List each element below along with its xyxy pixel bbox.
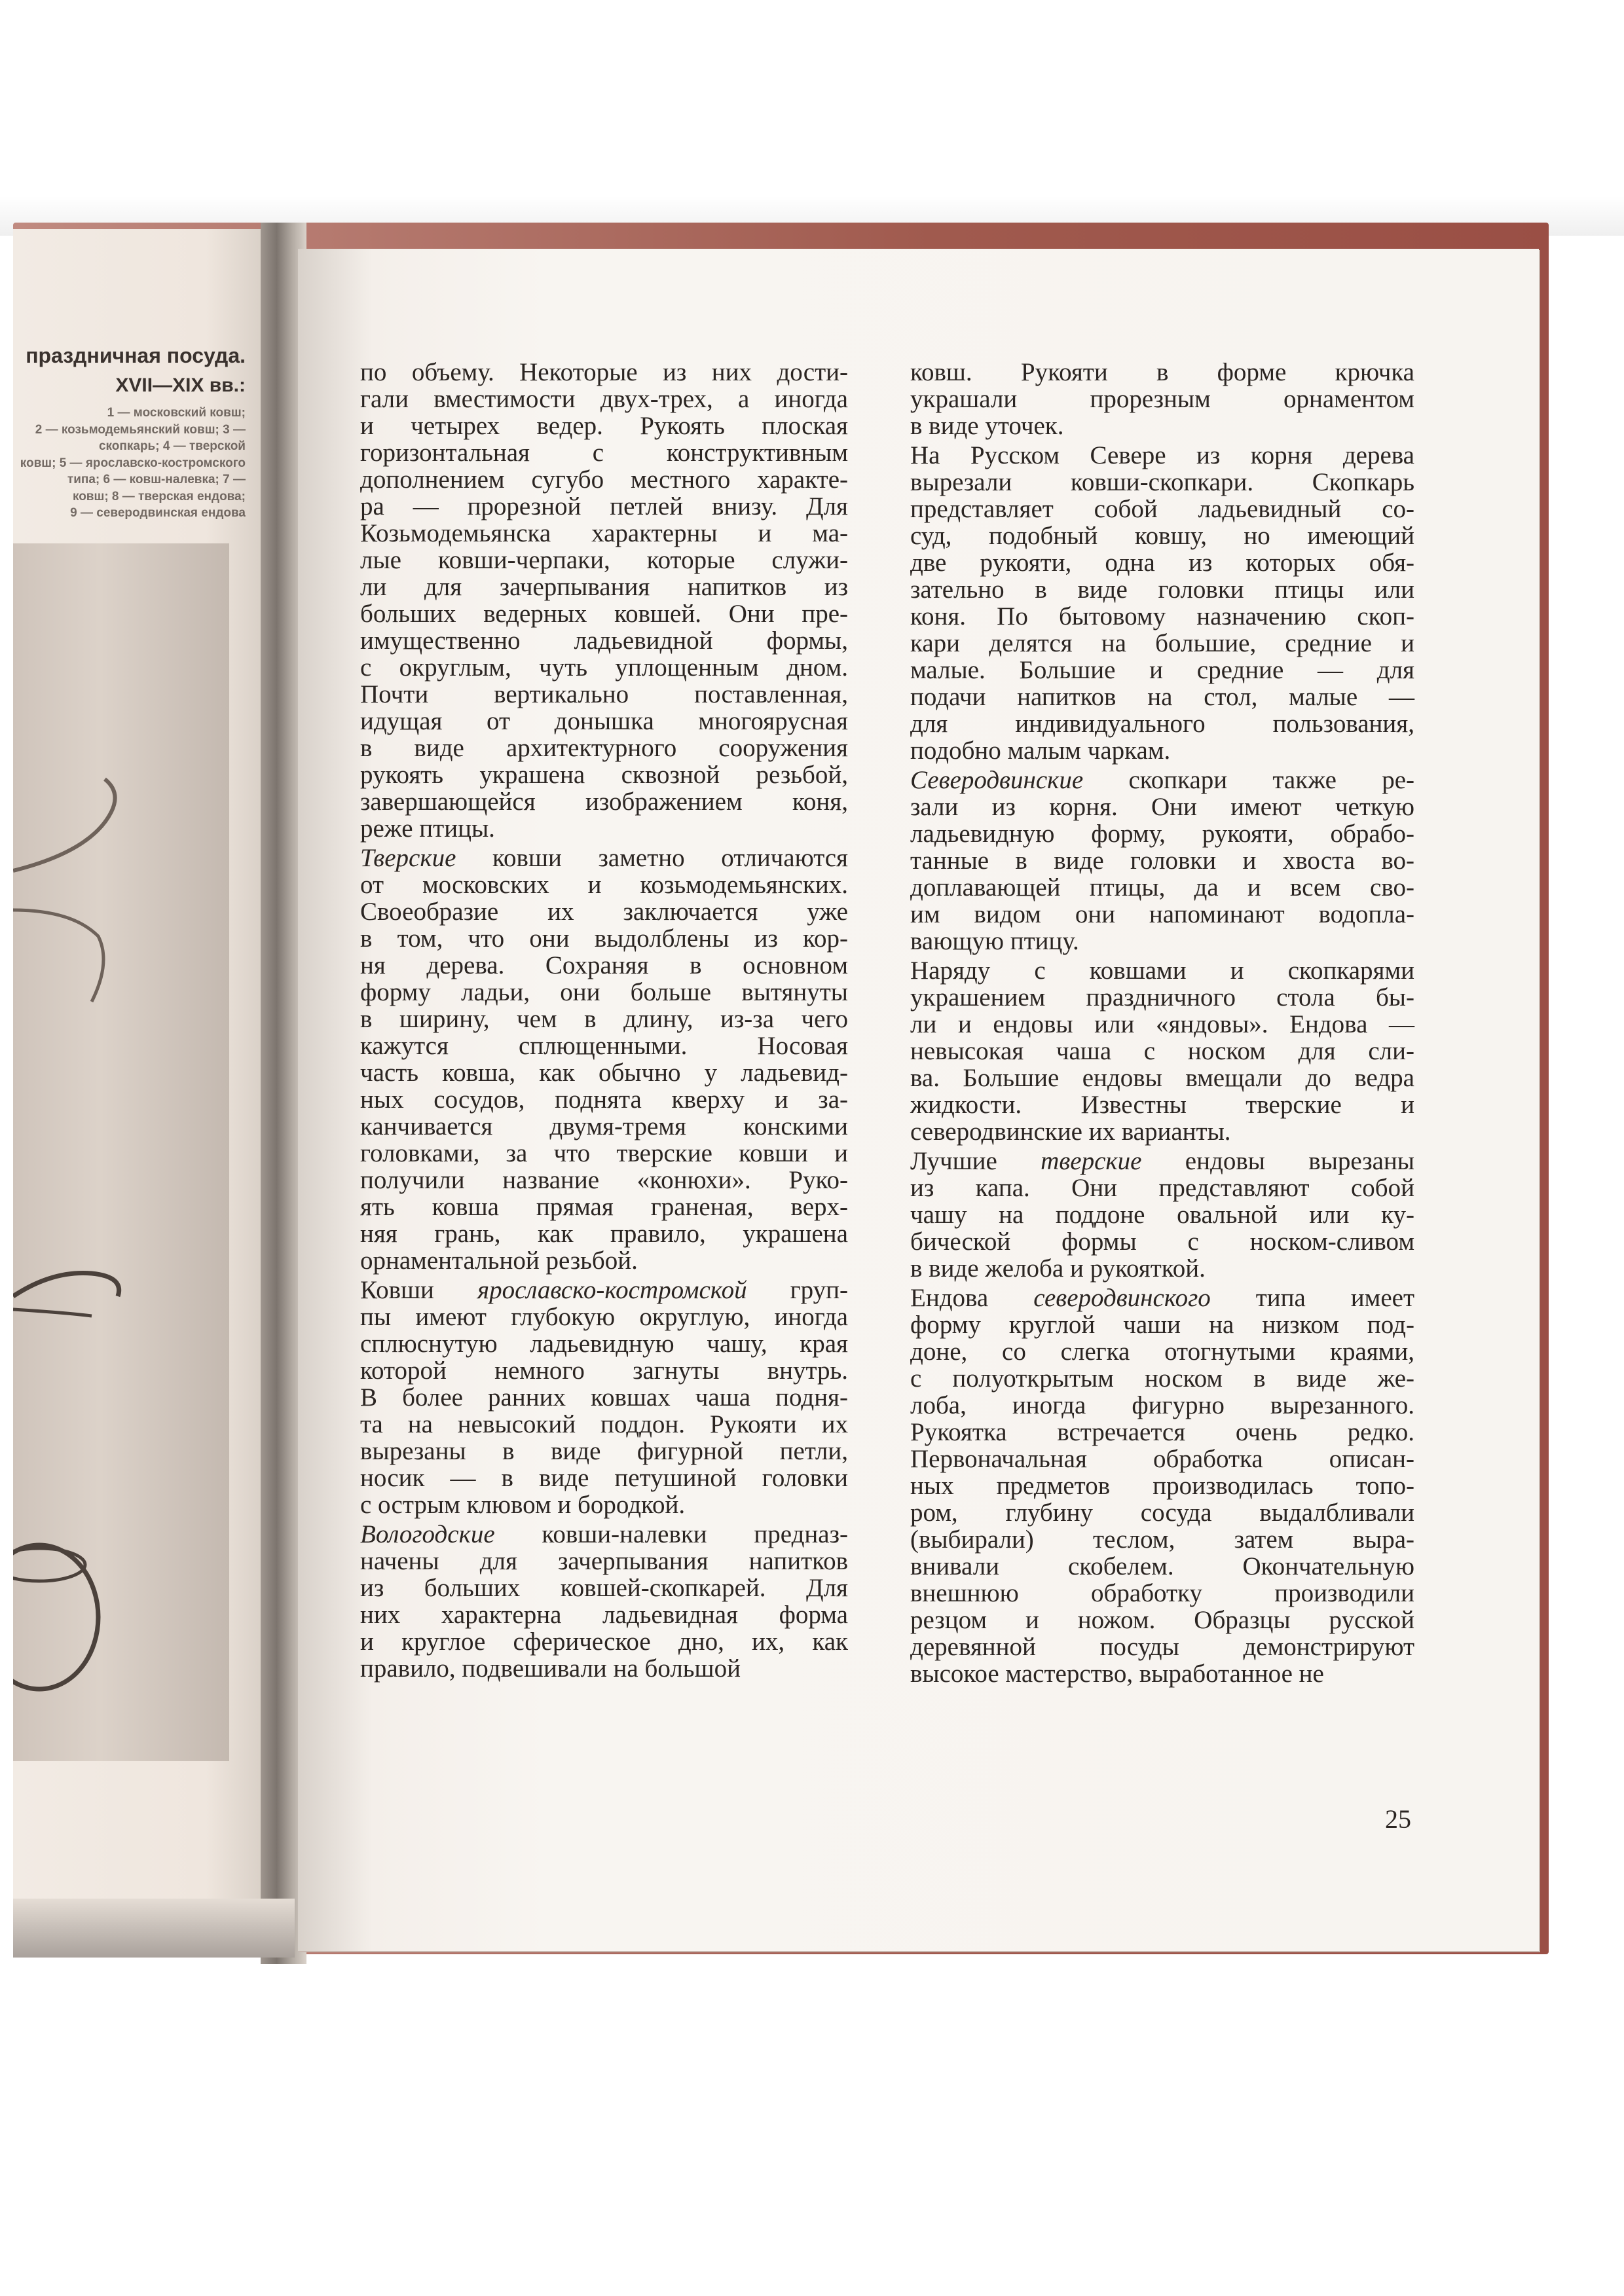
text-line: зательно в виде головки птицы или — [910, 575, 1414, 604]
text-line: малые. Большие и средние — для — [910, 656, 1414, 684]
text-line: в ширину, чем в длину, из-за чего — [360, 1005, 848, 1033]
text-line: из больших ковшей-скопкарей. Для — [360, 1574, 848, 1602]
text-line: няя грань, как правило, украшена — [360, 1220, 848, 1248]
caption-title: праздничная посуда. — [26, 344, 246, 367]
text-line: больших ведерных ковшей. Они пре- — [360, 600, 848, 628]
text-line: для индивидуального пользования, — [910, 710, 1414, 738]
text-line: в виде архитектурного сооружения — [360, 734, 848, 762]
text-line: канчивается двумя-тремя конскими — [360, 1112, 848, 1140]
text-line: На Русском Севере из корня дерева — [910, 441, 1414, 469]
caption-line: 2 — козьмодемьянский ковш; 3 — — [35, 422, 246, 437]
text-line: Своеобразие их заключается уже — [360, 898, 848, 926]
italic-term: тверские — [1041, 1147, 1142, 1175]
paragraph — [910, 957, 1414, 1145]
text-line: завершающейся изображением коня, — [360, 788, 848, 816]
text-line: с округлым, чуть уплощенным дном. — [360, 653, 848, 682]
paragraph — [910, 1285, 1414, 1687]
italic-term: северодвинского — [1033, 1284, 1211, 1312]
paragraph-lead: Ковши — [360, 1276, 477, 1304]
text-line: от московских и козьмодемьянских. — [360, 871, 848, 899]
text-line: имущественно ладьевидной формы, — [360, 627, 848, 655]
italic-term: Вологодские — [360, 1520, 495, 1548]
text-line: Наряду с ковшами и скопкарями — [910, 957, 1414, 985]
text-line: с острым клювом и бородкой. — [360, 1491, 686, 1519]
text-line: две рукояти, одна из которых обя- — [910, 549, 1414, 577]
text-line: сплюснутую ладьевидную чашу, края — [360, 1330, 848, 1358]
text-line: В более ранних ковшах чаша подня- — [360, 1383, 848, 1412]
text-line — [910, 1285, 1414, 1311]
text-line: подобно малым чаркам. — [910, 737, 1171, 765]
vessel-illustration — [13, 543, 229, 1761]
text-line: внивали скобелем. Окончательную — [910, 1552, 1414, 1580]
text-line: идущая от донышка многоярусная — [360, 707, 848, 735]
text-fragment: груп- — [747, 1276, 848, 1304]
text-line: в виде уточек. — [910, 412, 1064, 440]
text-line: реже птицы. — [360, 814, 495, 843]
text-line: дополнением сугубо местного характе- — [360, 465, 848, 494]
text-line: рукоять украшена сквозной резьбой, — [360, 761, 848, 789]
text-fragment: ковши заметно отличаются — [456, 844, 848, 872]
caption-line: 1 — московский ковш; — [107, 406, 246, 420]
text-line: танные в виде головки и хвоста во- — [910, 847, 1414, 875]
paragraph-lead: Лучшие — [910, 1147, 1041, 1175]
text-line: которой немного загнуты внутрь. — [360, 1357, 848, 1385]
text-line: форму ладьи, они больше вытянуты — [360, 978, 848, 1006]
text-line: чашу на поддоне овальной или ку- — [910, 1201, 1414, 1229]
caption-line: типа; 6 — ковш-налевка; 7 — — [67, 473, 246, 486]
paragraph — [910, 442, 1414, 764]
text-line: по объему. Некоторые из них дости- — [360, 358, 848, 386]
text-column-right — [910, 359, 1414, 1690]
text-line: гали вместимости двух-трех, а иногда — [360, 385, 848, 413]
text-line: им видом они напоминают водопла- — [910, 900, 1414, 928]
text-line: доне, со слегка отогнутыми краями, — [910, 1338, 1414, 1366]
text-line: вырезали ковши-скопкари. Скопкарь — [910, 468, 1414, 496]
text-line: кажутся сплющенными. Носовая — [360, 1032, 848, 1060]
text-line: правило, подвешивали на большой — [360, 1654, 741, 1683]
text-line: горизонтальная с конструктивным — [360, 439, 848, 467]
text-line: ладьевидную форму, рукояти, обрабо- — [910, 820, 1414, 848]
text-line: головками, за что тверские ковши и — [360, 1139, 848, 1167]
text-line: ковш. Рукояти в форме крючка — [910, 358, 1414, 386]
text-line: часть ковша, как обычно у ладьевид- — [360, 1059, 848, 1087]
text-line: ных предметов производилась топо- — [910, 1472, 1414, 1500]
caption-line: ковш; 8 — тверская ендова; — [72, 489, 246, 503]
text-column-left — [360, 359, 848, 1685]
text-line: бической формы с носком-сливом — [910, 1228, 1414, 1256]
text-line: украшением праздничного стола бы- — [910, 983, 1414, 1011]
text-line: получили название «конюхи». Руко- — [360, 1166, 848, 1194]
text-line: Рукоятка встречается очень редко. — [910, 1418, 1414, 1446]
text-line: носик — в виде петушиной головки — [360, 1464, 848, 1492]
paragraph — [360, 1521, 848, 1682]
text-line: ли и ендовы или «яндовы». Ендова — — [910, 1010, 1414, 1038]
caption-line: скопкарь; 4 — тверской — [98, 439, 246, 453]
paragraph-lead: Ендова — [910, 1284, 1034, 1312]
text-line: и четырех ведер. Рукоять плоская — [360, 412, 848, 440]
text-line: зали из корня. Они имеют четкую — [910, 793, 1414, 821]
text-line: Первоначальная обработка описан- — [910, 1445, 1414, 1473]
text-line: орнаментальной резьбой. — [360, 1247, 638, 1275]
text-line: представляет собой ладьевидный со- — [910, 495, 1414, 523]
paragraph — [360, 1277, 848, 1518]
paragraph — [360, 359, 848, 842]
paragraph — [910, 1148, 1414, 1282]
text-line: из капа. Они представляют собой — [910, 1174, 1414, 1202]
text-line: пы имеют глубокую округлую, иногда — [360, 1303, 848, 1331]
text-line: высокое мастерство, выработанное не — [910, 1660, 1324, 1688]
text-line: ром, глубину сосуда выдалбливали — [910, 1499, 1414, 1527]
text-line: Козьмодемьянска характерны и ма- — [360, 519, 848, 547]
text-line: в том, что они выдолблены из кор- — [360, 924, 848, 953]
text-line: Почти вертикально поставленная, — [360, 680, 848, 708]
text-line: северодвинские их варианты. — [910, 1118, 1231, 1146]
italic-term: Тверские — [360, 844, 456, 872]
text-fragment: ендовы вырезаны — [1141, 1147, 1414, 1175]
text-fragment: скопкари также ре- — [1083, 766, 1414, 794]
text-line: начены для зачерпывания напитков — [360, 1547, 848, 1575]
text-line: украшали прорезным орнаментом — [910, 385, 1414, 413]
text-line: лоба, иногда фигурно вырезанного. — [910, 1391, 1414, 1419]
text-fragment: ковши-налевки предназ- — [494, 1520, 848, 1548]
text-line: кари делятся на большие, средние и — [910, 629, 1414, 657]
text-line: жидкости. Известны тверские и — [910, 1091, 1414, 1119]
text-fragment: типа имеет — [1210, 1284, 1414, 1312]
italic-term: Северодвинские — [910, 766, 1084, 794]
text-line: ра — прорезной петлей внизу. Для — [360, 492, 848, 520]
text-line: суд, подобный ковшу, но имеющий — [910, 522, 1414, 550]
page-number: 25 — [1385, 1804, 1411, 1834]
text-line: деревянной посуды демонстрируют — [910, 1633, 1414, 1661]
caption-period: XVII—XIX вв.: — [115, 374, 246, 396]
caption-list — [13, 405, 246, 522]
text-line: подачи напитков на стол, малые — — [910, 683, 1414, 711]
text-line: форму круглой чаши на низком под- — [910, 1311, 1414, 1339]
italic-term: ярославско-костромской — [477, 1276, 747, 1304]
text-line — [360, 1521, 848, 1548]
text-line: ня дерева. Сохраняя в основном — [360, 951, 848, 979]
text-line: та на невысокий поддон. Рукояти их — [360, 1410, 848, 1438]
text-line: ять ковша прямая граненая, верх- — [360, 1193, 848, 1221]
text-line: в виде желоба и рукояткой. — [910, 1254, 1206, 1283]
paragraph — [910, 359, 1414, 439]
text-line — [360, 845, 848, 871]
text-line: резцом и ножом. Образцы русской — [910, 1606, 1414, 1634]
text-line: с полуоткрытым носком в виде же- — [910, 1364, 1414, 1393]
text-line: доплавающей птицы, да и всем сво- — [910, 873, 1414, 902]
text-line: и круглое сферическое дно, их, как — [360, 1628, 848, 1656]
text-line — [360, 1277, 848, 1303]
text-line — [910, 1148, 1414, 1175]
text-line: вырезаны в виде фигурной петли, — [360, 1437, 848, 1465]
book-gutter-bottom — [13, 1899, 295, 1958]
text-line: невысокая чаша с носком для сли- — [910, 1037, 1414, 1065]
text-line: коня. По бытовому назначению скоп- — [910, 602, 1414, 630]
text-line: ва. Большие ендовы вмещали до ведра — [910, 1064, 1414, 1092]
text-line — [910, 767, 1414, 793]
text-line: внешнюю обработку производили — [910, 1579, 1414, 1607]
text-line: вающую птицу. — [910, 927, 1079, 955]
caption-line: 9 — северодвинская ендова — [70, 506, 246, 520]
text-line: ли для зачерпывания напитков из — [360, 573, 848, 601]
paragraph — [360, 845, 848, 1274]
text-line: лые ковши-черпаки, которые служи- — [360, 546, 848, 574]
paragraph — [910, 767, 1414, 955]
text-line: них характерна ладьевидная форма — [360, 1601, 848, 1629]
caption-line: ковш; 5 — ярославско-костромского — [20, 456, 246, 470]
text-line: ных сосудов, поднята кверху и за- — [360, 1085, 848, 1114]
text-line: (выбирали) теслом, затем выра- — [910, 1525, 1414, 1554]
